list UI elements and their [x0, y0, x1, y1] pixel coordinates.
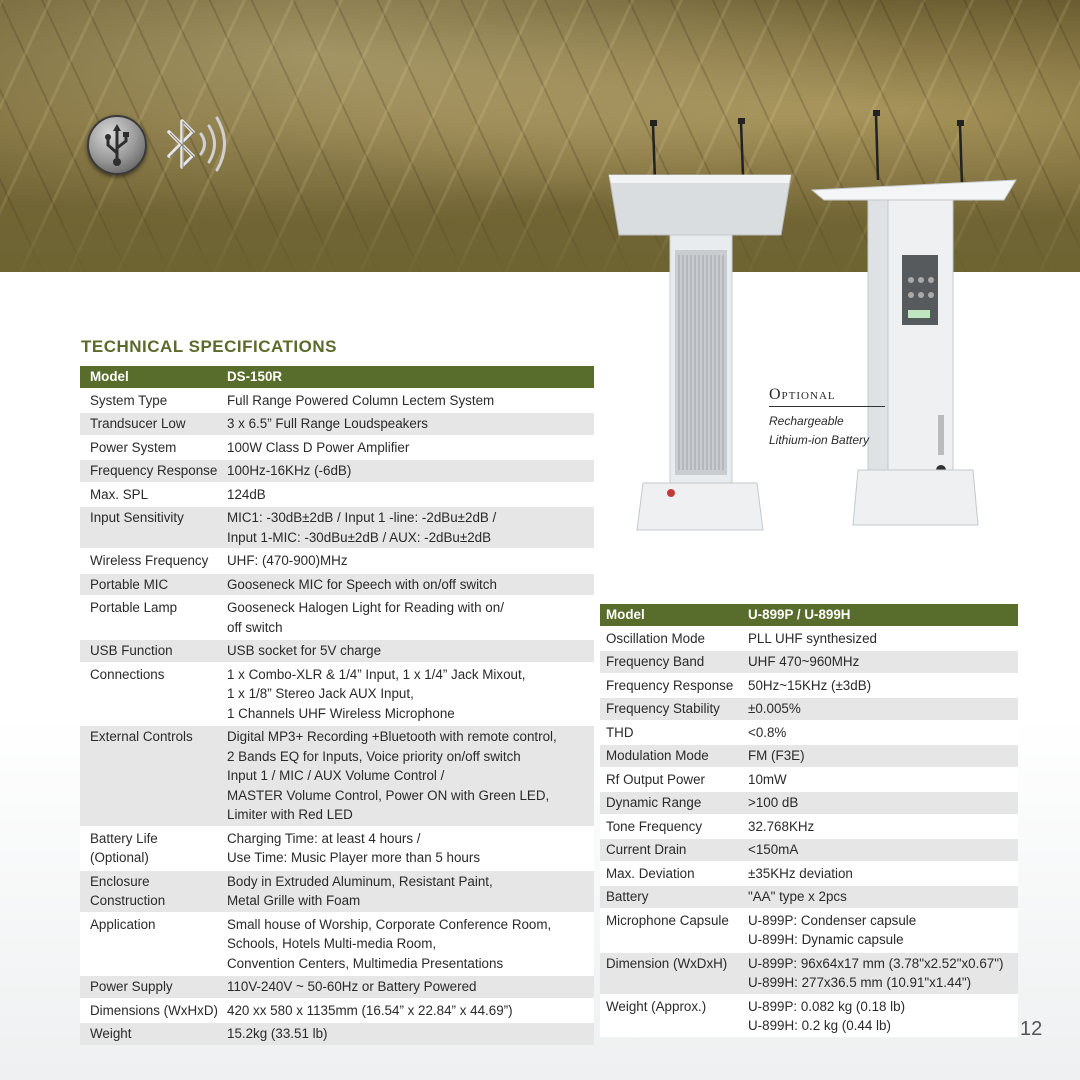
spec-label: Rf Output Power [600, 768, 745, 792]
spec-label: Frequency Response [80, 459, 223, 483]
optional-line: Rechargeable [769, 414, 844, 428]
spec-value [745, 862, 1018, 886]
spec-value [223, 506, 594, 549]
table-row [80, 870, 594, 913]
spec-label: Frequency Band [600, 650, 745, 674]
spec-value-line: 50Hz~15KHz (±3dB) [748, 677, 872, 693]
spec-value [223, 1022, 594, 1045]
spec-label: Current Drain [600, 838, 745, 862]
spec-value-line: 100Hz-16KHz (-6dB) [227, 463, 352, 478]
spec-value-line: <0.8% [748, 724, 787, 740]
spec-label: Battery [600, 885, 745, 909]
spec-value-line: Input 1 / MIC / AUX Volume Control / [227, 768, 445, 783]
spec-value-line: U-899P: Condenser capsule [748, 912, 917, 928]
spec-value [223, 436, 594, 460]
spec-value-line: Full Range Powered Column Lectem System [227, 392, 495, 408]
table-row [80, 389, 594, 413]
spec-label: Wireless Frequency [80, 549, 223, 573]
spec-value-line: MIC1: -30dB±2dB / Input 1 -line: -2dBu±2dB / [227, 510, 497, 525]
spec-value-line: "AA" type x 2pcs [748, 889, 847, 904]
spec-value-line: 1 x 1/8” Stereo Jack AUX Input, [227, 686, 414, 701]
spec-label: Trandsucer Low [80, 412, 223, 436]
table-row [600, 909, 1018, 952]
u899-spec-table [600, 604, 1018, 1037]
spec-value-line: Gooseneck MIC for Speech with on/off switch [227, 576, 497, 592]
spec-value-line: 3 x 6.5” Full Range Loudspeakers [227, 416, 428, 431]
spec-label: USB Function [80, 639, 223, 663]
table-row [80, 827, 594, 870]
table-row [600, 674, 1018, 698]
spec-label-line: Battery Life [90, 830, 158, 846]
spec-label: Connections [80, 663, 223, 726]
battery-lectern-image [808, 105, 1023, 535]
table-row [600, 885, 1018, 909]
spec-value [223, 483, 594, 507]
spec-label: External Controls [80, 725, 223, 827]
spec-value-line: 1 x Combo-XLR & 1/4” Input, 1 x 1/4” Jack Mixout, [227, 666, 526, 682]
spec-label-line: (Optional) [90, 850, 149, 865]
spec-value [223, 725, 594, 827]
spec-value-line: 32.768KHz [748, 818, 815, 834]
spec-value-line: off switch [227, 619, 283, 635]
table-row [80, 549, 594, 573]
spec-value [223, 827, 594, 870]
spec-value [745, 952, 1018, 995]
optional-divider [769, 406, 885, 407]
spec-label: Frequency Response [600, 674, 745, 698]
spec-label: Max. Deviation [600, 862, 745, 886]
table-row [80, 483, 594, 507]
spec-value [745, 650, 1018, 674]
bluetooth-icon [163, 112, 235, 178]
spec-value [745, 744, 1018, 768]
spec-label: Dynamic Range [600, 791, 745, 815]
spec-label-line: Construction [90, 893, 166, 908]
spec-label: THD [600, 721, 745, 745]
spec-label: Application [80, 913, 223, 976]
table-row [80, 1022, 594, 1045]
spec-label: Max. SPL [80, 483, 223, 507]
table-row [80, 459, 594, 483]
spec-value-line: Gooseneck Halogen Light for Reading with on/ [227, 600, 504, 615]
table-row [80, 913, 594, 976]
spec-value-line: U-899P: 96x64x17 mm (3.78"x2.52"x0.67") [748, 955, 1004, 971]
spec-label: Dimensions (WxHxD) [80, 999, 223, 1023]
spec-value [223, 639, 594, 663]
table-row [600, 815, 1018, 839]
spec-label: Frequency Stability [600, 697, 745, 721]
spec-value-line: Digital MP3+ Recording +Bluetooth with remote control, [227, 729, 557, 744]
table-row [600, 791, 1018, 815]
table-row [80, 663, 594, 726]
spec-value-line: 420 xx 580 x 1135mm (16.54” x 22.84” x 44.69”) [227, 1002, 513, 1018]
spec-value [745, 791, 1018, 815]
usb-icon [87, 115, 147, 175]
spec-label [80, 870, 223, 913]
spec-value-line: UHF 470~960MHz [748, 654, 860, 669]
spec-value-line: Input 1-MIC: -30dBu±2dB / AUX: -2dBu±2dB [227, 529, 492, 545]
spec-value-line: Schools, Hotels Multi-media Room, [227, 936, 437, 951]
spec-value-line: FM (F3E) [748, 748, 805, 763]
table-row [600, 744, 1018, 768]
spec-value-line: Metal Grille with Foam [227, 893, 361, 908]
section-title: TECHNICAL SPECIFICATIONS [81, 337, 337, 356]
spec-value [745, 627, 1018, 651]
spec-value-line: U-899H: Dynamic capsule [748, 932, 904, 947]
spec-value-line: 1 Channels UHF Wireless Microphone [227, 705, 455, 721]
spec-label: System Type [80, 389, 223, 413]
spec-value-line: 2 Bands EQ for Inputs, Voice priority on/off switch [227, 748, 521, 764]
table-row [600, 768, 1018, 792]
spec-label [80, 827, 223, 870]
spec-value-line: 100W Class D Power Amplifier [227, 439, 410, 455]
table-row [80, 573, 594, 597]
spec-value-line: U-899P: 0.082 kg (0.18 lb) [748, 998, 906, 1014]
table-row [600, 650, 1018, 674]
spec-value-line: >100 dB [748, 795, 799, 810]
spec-label: Input Sensitivity [80, 506, 223, 549]
spec-label: Dimension (WxDxH) [600, 952, 745, 995]
spec-value [223, 596, 594, 639]
header-value: U-899P / U-899H [745, 604, 1018, 627]
spec-value [223, 389, 594, 413]
spec-value-line: ±35KHz deviation [748, 865, 853, 881]
spec-label-line: Enclosure [90, 873, 150, 889]
spec-label: Portable MIC [80, 573, 223, 597]
spec-label: Portable Lamp [80, 596, 223, 639]
spec-label: Power Supply [80, 975, 223, 999]
spec-value [223, 459, 594, 483]
table-row [80, 506, 594, 549]
spec-value [745, 768, 1018, 792]
spec-value-line: Limiter with Red LED [227, 807, 353, 822]
spec-value-line: ±0.005% [748, 701, 801, 716]
spec-label: Power System [80, 436, 223, 460]
table-row [80, 436, 594, 460]
table-row [80, 725, 594, 827]
spec-value-line: Use Time: Music Player more than 5 hours [227, 850, 481, 865]
optional-description [769, 412, 919, 450]
spec-label: Oscillation Mode [600, 627, 745, 651]
spec-label: Modulation Mode [600, 744, 745, 768]
spec-value [223, 573, 594, 597]
spec-value-line: UHF: (470-900)MHz [227, 553, 348, 568]
spec-label: Weight (Approx.) [600, 995, 745, 1037]
spec-label: Microphone Capsule [600, 909, 745, 952]
spec-value [745, 995, 1018, 1037]
spec-value [223, 870, 594, 913]
spec-value-line: Convention Centers, Multimedia Presentations [227, 955, 504, 971]
spec-value [223, 999, 594, 1023]
spec-value [745, 815, 1018, 839]
spec-value [223, 663, 594, 726]
spec-value [745, 838, 1018, 862]
spec-value [745, 909, 1018, 952]
spec-label: Tone Frequency [600, 815, 745, 839]
spec-value-line: Charging Time: at least 4 hours / [227, 830, 421, 846]
spec-value-line: 124dB [227, 486, 266, 502]
spec-value-line: 15.2kg (33.51 lb) [227, 1026, 328, 1041]
spec-value-line: MASTER Volume Control, Power ON with Green LED, [227, 787, 550, 803]
table-row [80, 596, 594, 639]
table-row [80, 999, 594, 1023]
spec-value-line: PLL UHF synthesized [748, 630, 878, 646]
header-value: DS-150R [223, 366, 594, 389]
spec-value [223, 913, 594, 976]
spec-value-line: U-899H: 277x36.5 mm (10.91"x1.44") [748, 975, 972, 990]
spec-value-line: 110V-240V ~ 50-60Hz or Battery Powered [227, 979, 477, 994]
table-row [600, 627, 1018, 651]
ds150r-spec-table [80, 366, 594, 1045]
table-row [600, 838, 1018, 862]
spec-value [223, 549, 594, 573]
table-row [80, 412, 594, 436]
spec-value-line: Body in Extruded Aluminum, Resistant Paint, [227, 873, 493, 889]
table-row [600, 952, 1018, 995]
spec-value [745, 697, 1018, 721]
page-number: 12 [1020, 1018, 1043, 1040]
spec-value [223, 412, 594, 436]
table-row [600, 697, 1018, 721]
header-label: Model [80, 366, 223, 389]
spec-value-line: USB socket for 5V charge [227, 643, 382, 658]
header-label: Model [600, 604, 745, 627]
table-row [600, 862, 1018, 886]
spec-value-line: <150mA [748, 842, 799, 857]
spec-value-line: 10mW [748, 771, 787, 787]
optional-line: Lithium-ion Battery [769, 433, 870, 447]
table-row [600, 721, 1018, 745]
spec-value [745, 674, 1018, 698]
optional-title: Optional [769, 386, 836, 403]
table-row [600, 995, 1018, 1037]
table-row [80, 639, 594, 663]
spec-value-line: Small house of Worship, Corporate Conference Room, [227, 916, 552, 932]
table-header-row [80, 366, 594, 389]
table-row [80, 975, 594, 999]
spec-value [223, 975, 594, 999]
spec-label: Weight [80, 1022, 223, 1045]
ds150r-lectern-image [605, 115, 795, 540]
spec-value-line: U-899H: 0.2 kg (0.44 lb) [748, 1018, 891, 1033]
table-header-row [600, 604, 1018, 627]
spec-value [745, 885, 1018, 909]
spec-value [745, 721, 1018, 745]
